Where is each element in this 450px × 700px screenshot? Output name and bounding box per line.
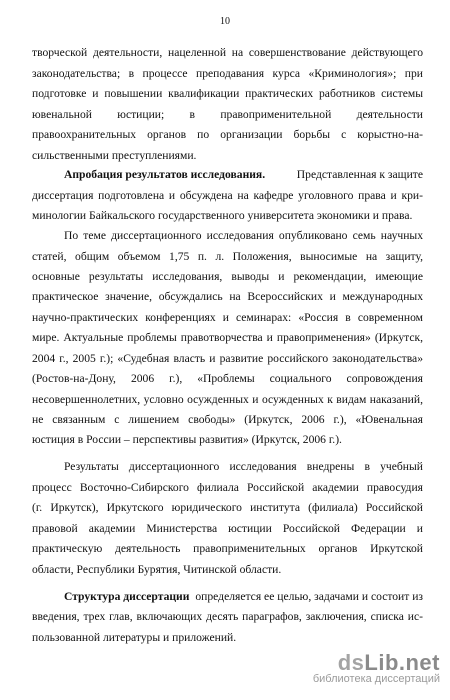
text-fragment: Представленная к защите [296, 168, 423, 181]
text-line: правоохранительных органов по организации борьбы с корыстно-на- [32, 128, 423, 141]
text-line: минологии Байкальского государственного университета экономики и права. [32, 209, 413, 222]
text-line: творческой деятельности, нацеленной на совершенствование действующего [32, 46, 423, 59]
text-line: подготовке и повышении квалификации практических работников системы [32, 87, 423, 100]
text-fragment: определяется ее целью, задачами и состоит из [195, 590, 423, 603]
text-line: (г. Иркутск), Иркутского юридического института (филиала) Российской [32, 501, 423, 514]
watermark-logo-ds: ds [337, 650, 365, 675]
text-line: (Ростов-на-Дону, 2006 г.), «Проблемы социального сопровождения [32, 372, 423, 385]
text-line: практическую деятельность правоприменительных органов Иркутской [32, 542, 423, 555]
text-line [64, 168, 423, 182]
text-line: ювенальной юстиции; в правоприменительной деятельности [32, 108, 423, 121]
text-line: мире. Актуальные проблемы правотворчества и правоприменения» (Иркутск, [32, 331, 423, 344]
text-line [64, 590, 423, 604]
text-line: введения, трех глав, включающих десять параграфов, заключения, списка ис- [32, 610, 423, 623]
section-heading: Структура диссертации [64, 590, 190, 603]
site-watermark [313, 650, 440, 685]
text-line: 2004 г., 2005 г.); «Судебная власть и развитие российского законодательства» [32, 352, 423, 365]
text-line: пользованной литературы и приложений. [32, 631, 237, 644]
watermark-logo-lib: Lib.net [364, 650, 440, 675]
text-line: не связанным с лишением свободы» (Иркутск, 2006 г.), «Ювенальная [32, 413, 423, 426]
text-line: статей, общим объемом 1,75 п. л. Положения, выносимые на защиту, [32, 250, 423, 263]
text-line: области, Республики Бурятия, Читинской области. [32, 563, 282, 576]
text-line: Результаты диссертационного исследования внедрены в учебный [64, 460, 423, 473]
text-line: правовой академии Министерства юстиции Российской Федерации и [32, 522, 423, 535]
text-line: сильственными преступлениями. [32, 149, 197, 162]
text-line: юстиция в России – перспективы развития» (Иркутск, 2006 г.). [32, 433, 342, 446]
text-line: несовершеннолетних, условно осужденных и осужденных к видам наказаний, [32, 393, 423, 406]
page-number: 10 [220, 16, 230, 27]
text-line: практическое значение, обсуждались на Всероссийских и международных [32, 290, 423, 303]
text-line: законодательства; в процессе преподавания курса «Криминология»; при [32, 67, 423, 80]
text-line: основные результаты исследования, выводы и рекомендации, имеющие [32, 270, 423, 283]
text-line: диссертация подготовлена и обсуждена на кафедре уголовного права и кри- [32, 189, 423, 202]
text-line: По теме диссертационного исследования опубликовано семь научных [64, 229, 423, 242]
watermark-subtitle: библиотека диссертаций [312, 673, 440, 685]
section-heading: Апробация результатов исследования. [64, 168, 266, 181]
text-line: научно-практических конференциях и семинарах: «Россия в современном [32, 311, 423, 324]
text-line: процесс Восточно-Сибирского филиала Российской академии правосудия [32, 481, 423, 494]
